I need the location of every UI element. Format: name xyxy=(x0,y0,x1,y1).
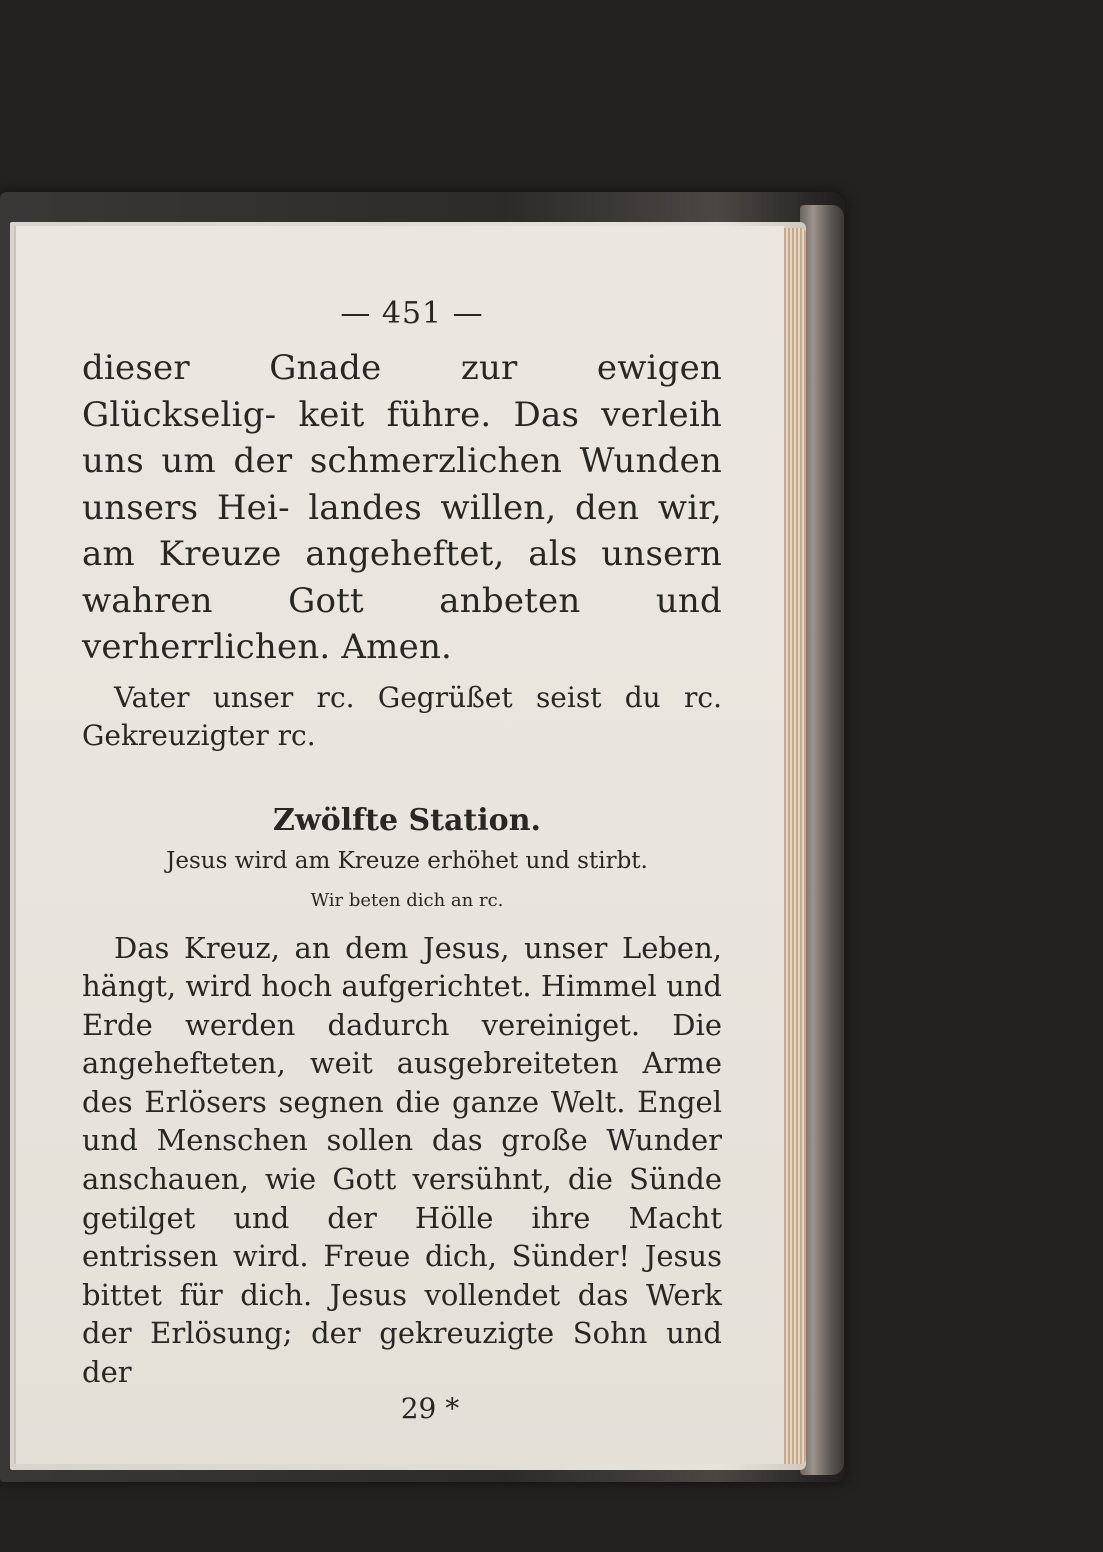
station-heading: Zwölfte Station. xyxy=(273,802,541,838)
station-subtitle: Jesus wird am Kreuze erhöhet und stirbt. xyxy=(166,847,648,874)
signature-mark: 29 * xyxy=(400,1391,460,1425)
book-spine-edge xyxy=(800,205,844,1475)
page-number: — 451 — xyxy=(340,296,484,331)
prayer-references: Vater unser rc. Gegrüßet seist du rc. Gekreuzigter rc. xyxy=(82,680,722,752)
page-content xyxy=(82,296,722,1425)
paragraph-continuation: dieser Gnade zur ewigen Glückselig- keit führe. Das verleih uns um der schmerzlichen Wunden unsers Hei- landes willen, den wir, am Kreuze angeheftet, als unsern wahren Gott anbeten und verherrlichen. Amen. xyxy=(82,348,722,667)
book-page xyxy=(14,226,784,1464)
station-paragraph: Das Kreuz, an dem Jesus, unser Leben, hängt, wird hoch aufgerichtet. Himmel und Erde werden dadurch vereiniget. Die angehefteten, weit ausgebreiteten Arme des Erlösers segnen die ganze Welt. Engel und Menschen sollen das große Wunder anschauen, wie Gott versühnt, die Sünde getilget und der Hölle ihre Macht entrissen wird. Freue dich, Sünder! Jesus bittet für dich. Jesus vollendet das Werk der Erlösung; der gekreuzigte Sohn und der xyxy=(82,930,722,1390)
station-note: Wir beten dich an rc. xyxy=(310,889,504,911)
